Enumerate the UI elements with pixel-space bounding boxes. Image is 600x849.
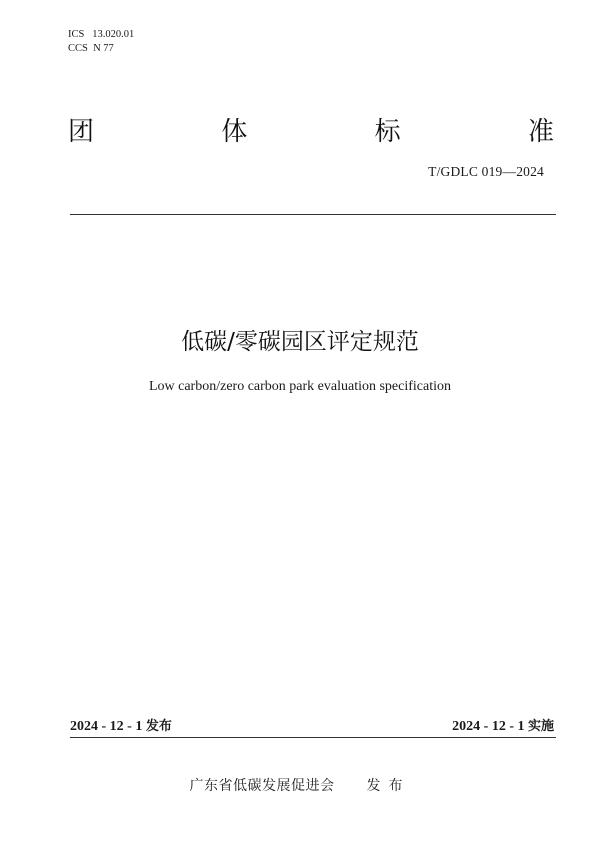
top-divider	[70, 214, 556, 215]
title-english: Low carbon/zero carbon park evaluation specification	[148, 379, 452, 394]
title-chinese: 低碳/零碳园区评定规范	[181, 329, 419, 355]
publisher-verb: 发布	[366, 778, 411, 794]
classification-codes	[68, 28, 134, 56]
standard-type-char: 准	[527, 117, 554, 147]
ccs-code: CCS N 77	[68, 43, 114, 54]
standard-type-heading	[68, 117, 554, 147]
issue-date	[70, 715, 172, 735]
issue-date-label: 发布	[145, 719, 172, 734]
publisher-line	[0, 775, 600, 795]
publisher-name: 广东省低碳发展促进会	[189, 778, 335, 794]
standard-type-char: 标	[374, 117, 401, 147]
implementation-date-value: 2024 - 12 - 1	[452, 719, 528, 734]
bottom-divider	[70, 737, 556, 738]
implementation-date	[452, 715, 554, 735]
ics-code: ICS 13.020.01	[68, 29, 135, 40]
implementation-date-label: 实施	[527, 719, 554, 734]
issue-date-value: 2024 - 12 - 1	[70, 719, 146, 734]
standard-number: T/GDLC 019—2024	[428, 164, 544, 179]
standard-type-char: 团	[68, 117, 95, 147]
standard-type-char: 体	[221, 117, 248, 147]
